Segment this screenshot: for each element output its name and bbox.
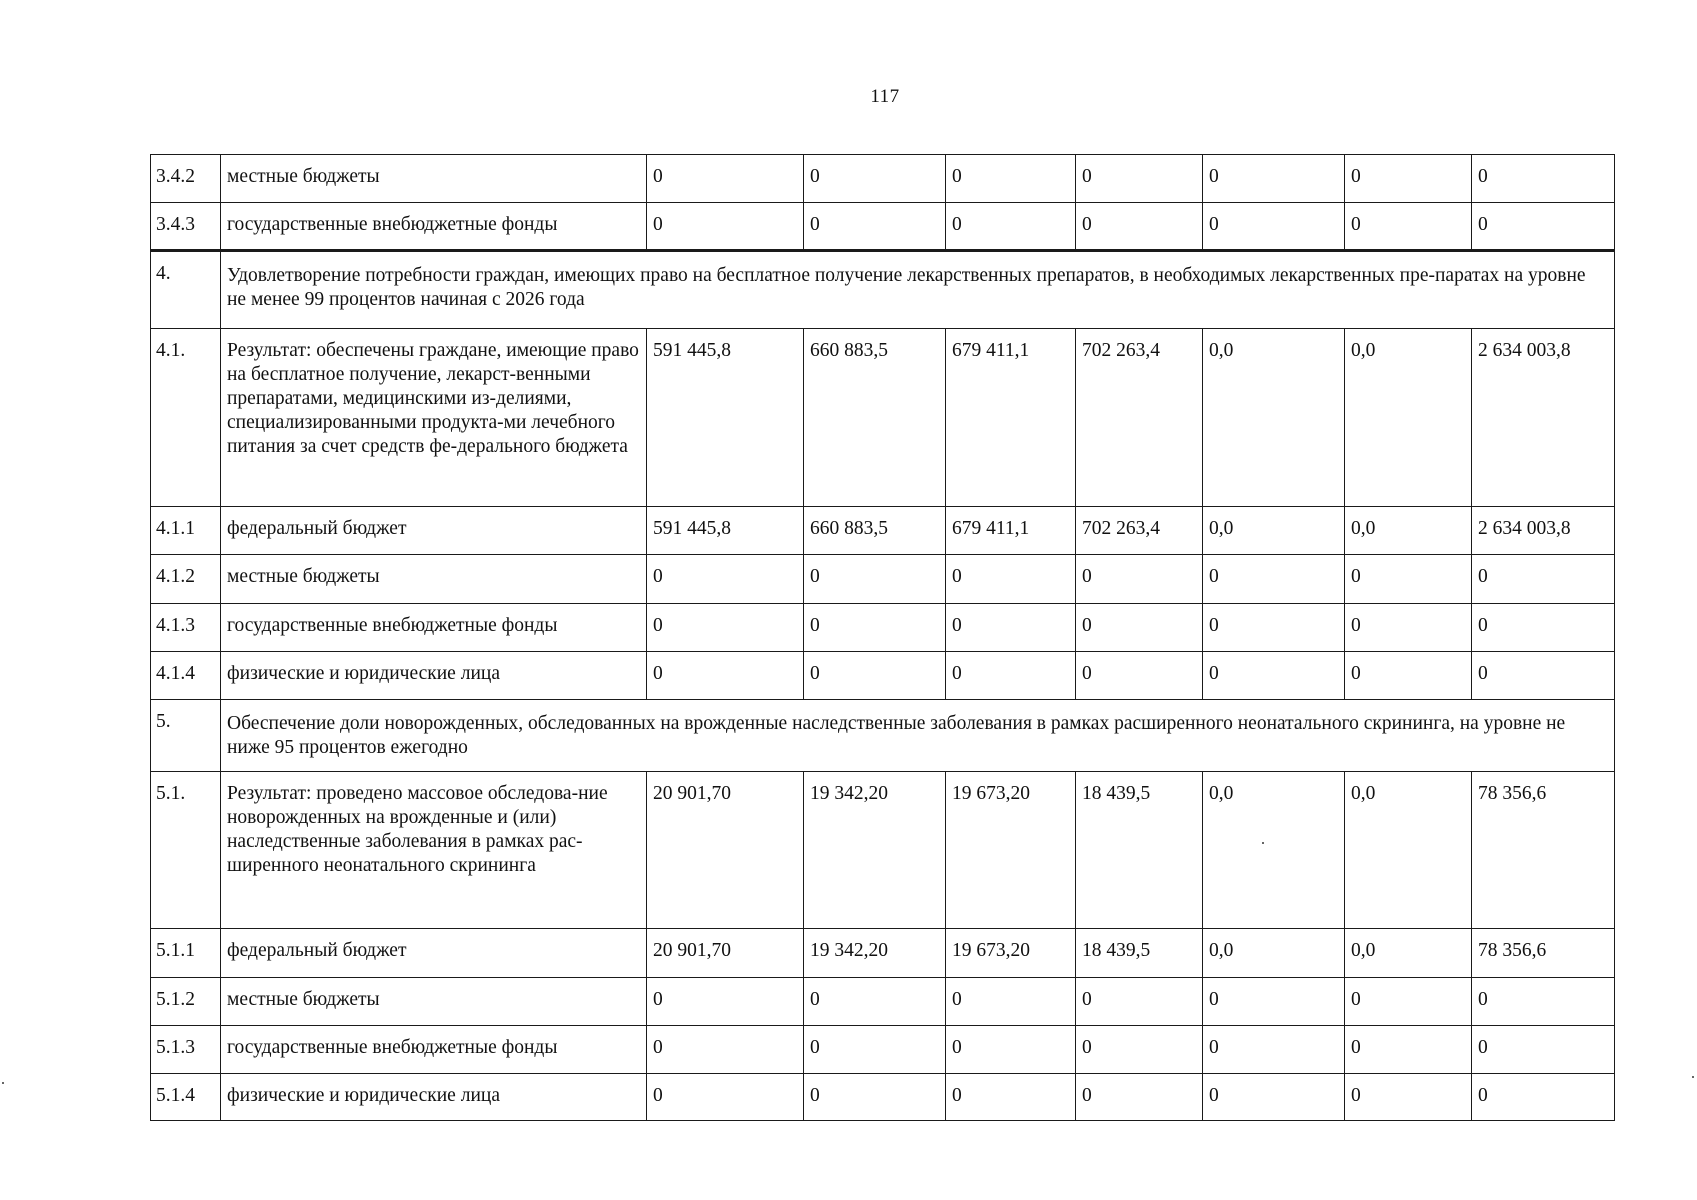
table-row [151,1026,1615,1074]
value-cell: 18 439,5 [1076,772,1203,929]
table-row [151,329,1615,507]
value-cell: 0 [946,1074,1076,1121]
value-cell: 0 [1345,604,1472,652]
row-code: 4.1.4 [151,652,221,700]
value-cell: 702 263,4 [1076,329,1203,507]
value-cell: 0 [1203,555,1345,604]
value-cell: 0 [1472,1026,1615,1074]
page-number: 117 [870,86,900,107]
section-title: Обеспечение доли новорожденных, обследованных на врожденные наследственные заболевания в рамках расширенного неонатального скрининга, на уровне не ниже 95 процентов ежегодно [221,700,1615,772]
row-label: Результат: проведено массовое обследова-ние новорожденных на врожденные и (или) наследственные заболевания в рамках рас-ширенного неонатального скрининга [221,772,647,929]
value-cell: 78 356,6 [1472,929,1615,978]
value-cell: 0 [804,1074,946,1121]
value-cell: 0 [946,1026,1076,1074]
table-row [151,929,1615,978]
value-cell: 0 [1076,203,1203,251]
value-cell: 2 634 003,8 [1472,329,1615,507]
value-cell: 0 [1472,652,1615,700]
table-row [151,155,1615,203]
scan-speck [1262,842,1264,844]
scan-speck [2,1082,4,1084]
row-label: физические и юридические лица [221,652,647,700]
value-cell: 0 [1345,1074,1472,1121]
table-row [151,772,1615,929]
section-title: Удовлетворение потребности граждан, имеющих право на бесплатное получение лекарственных препаратов, в необходимых лекарственных пре-паратах на уровне не менее 99 процентов начиная с 2026 года [221,251,1615,329]
value-cell: 0 [804,555,946,604]
value-cell: 0 [1472,155,1615,203]
value-cell: 0 [1345,1026,1472,1074]
value-cell: 19 673,20 [946,929,1076,978]
row-code: 4.1. [151,329,221,507]
value-cell: 0,0 [1345,507,1472,555]
budget-table [150,154,1615,1121]
value-cell: 0 [1345,203,1472,251]
table-row [151,507,1615,555]
value-cell: 0 [1345,978,1472,1026]
value-cell: 0 [1076,155,1203,203]
value-cell: 591 445,8 [647,329,804,507]
value-cell: 0 [804,652,946,700]
value-cell: 0 [1203,1026,1345,1074]
value-cell: 0 [1076,604,1203,652]
value-cell: 0,0 [1345,772,1472,929]
table-row [151,1074,1615,1121]
value-cell: 18 439,5 [1076,929,1203,978]
value-cell: 0 [647,652,804,700]
value-cell: 660 883,5 [804,329,946,507]
row-code: 5.1.3 [151,1026,221,1074]
value-cell: 0 [804,155,946,203]
row-code: 4.1.3 [151,604,221,652]
table-row [151,203,1615,251]
value-cell: 0 [647,203,804,251]
value-cell: 0 [804,604,946,652]
section-row [151,700,1615,772]
value-cell: 0,0 [1345,929,1472,978]
value-cell: 19 342,20 [804,772,946,929]
value-cell: 0 [1076,555,1203,604]
value-cell: 0 [1345,155,1472,203]
row-label: физические и юридические лица [221,1074,647,1121]
row-code: 4. [151,251,221,329]
value-cell: 0 [1472,978,1615,1026]
row-label: местные бюджеты [221,555,647,604]
value-cell: 0 [1203,1074,1345,1121]
value-cell: 0 [946,604,1076,652]
value-cell: 0 [1076,1026,1203,1074]
value-cell: 591 445,8 [647,507,804,555]
row-label: государственные внебюджетные фонды [221,203,647,251]
row-label: Результат: обеспечены граждане, имеющие право на бесплатное получение, лекарст-венными препаратами, медицинскими из-делиями, специализированными продукта-ми лечебного питания за счет средств фе-дерального бюджета [221,329,647,507]
value-cell: 0 [946,978,1076,1026]
value-cell: 0 [1203,978,1345,1026]
value-cell: 0 [1076,652,1203,700]
row-label: государственные внебюджетные фонды [221,1026,647,1074]
table-row [151,978,1615,1026]
value-cell: 0 [1076,978,1203,1026]
value-cell: 0 [1203,155,1345,203]
value-cell: 0 [1203,203,1345,251]
value-cell: 0 [804,1026,946,1074]
table-row [151,555,1615,604]
value-cell: 0 [1345,555,1472,604]
value-cell: 19 342,20 [804,929,946,978]
row-code: 5.1.4 [151,1074,221,1121]
value-cell: 0 [1203,652,1345,700]
value-cell: 0 [647,978,804,1026]
value-cell: 0,0 [1203,929,1345,978]
value-cell: 0 [1076,1074,1203,1121]
row-label: государственные внебюджетные фонды [221,604,647,652]
row-code: 4.1.1 [151,507,221,555]
value-cell: 0 [946,652,1076,700]
value-cell: 0 [1472,1074,1615,1121]
value-cell: 0 [647,1074,804,1121]
row-code: 5.1.1 [151,929,221,978]
row-code: 3.4.2 [151,155,221,203]
value-cell: 702 263,4 [1076,507,1203,555]
value-cell: 0 [1472,203,1615,251]
value-cell: 19 673,20 [946,772,1076,929]
row-label: местные бюджеты [221,978,647,1026]
value-cell: 78 356,6 [1472,772,1615,929]
value-cell: 0,0 [1203,772,1345,929]
value-cell: 0,0 [1345,329,1472,507]
value-cell: 679 411,1 [946,329,1076,507]
row-code: 5.1.2 [151,978,221,1026]
value-cell: 0 [1472,555,1615,604]
table-row [151,652,1615,700]
value-cell: 20 901,70 [647,929,804,978]
value-cell: 0 [804,203,946,251]
value-cell: 679 411,1 [946,507,1076,555]
value-cell: 0 [946,555,1076,604]
table-row [151,604,1615,652]
value-cell: 660 883,5 [804,507,946,555]
section-row [151,251,1615,329]
scan-speck [1692,1076,1694,1078]
row-code: 3.4.3 [151,203,221,251]
row-label: местные бюджеты [221,155,647,203]
value-cell: 2 634 003,8 [1472,507,1615,555]
row-code: 5.1. [151,772,221,929]
value-cell: 0 [1345,652,1472,700]
value-cell: 0 [804,978,946,1026]
row-code: 5. [151,700,221,772]
value-cell: 0 [946,203,1076,251]
row-code: 4.1.2 [151,555,221,604]
value-cell: 0 [946,155,1076,203]
value-cell: 0 [647,155,804,203]
value-cell: 0,0 [1203,329,1345,507]
row-label: федеральный бюджет [221,929,647,978]
value-cell: 0 [1472,604,1615,652]
value-cell: 0 [647,604,804,652]
value-cell: 20 901,70 [647,772,804,929]
value-cell: 0 [647,1026,804,1074]
value-cell: 0 [647,555,804,604]
row-label: федеральный бюджет [221,507,647,555]
value-cell: 0 [1203,604,1345,652]
value-cell: 0,0 [1203,507,1345,555]
